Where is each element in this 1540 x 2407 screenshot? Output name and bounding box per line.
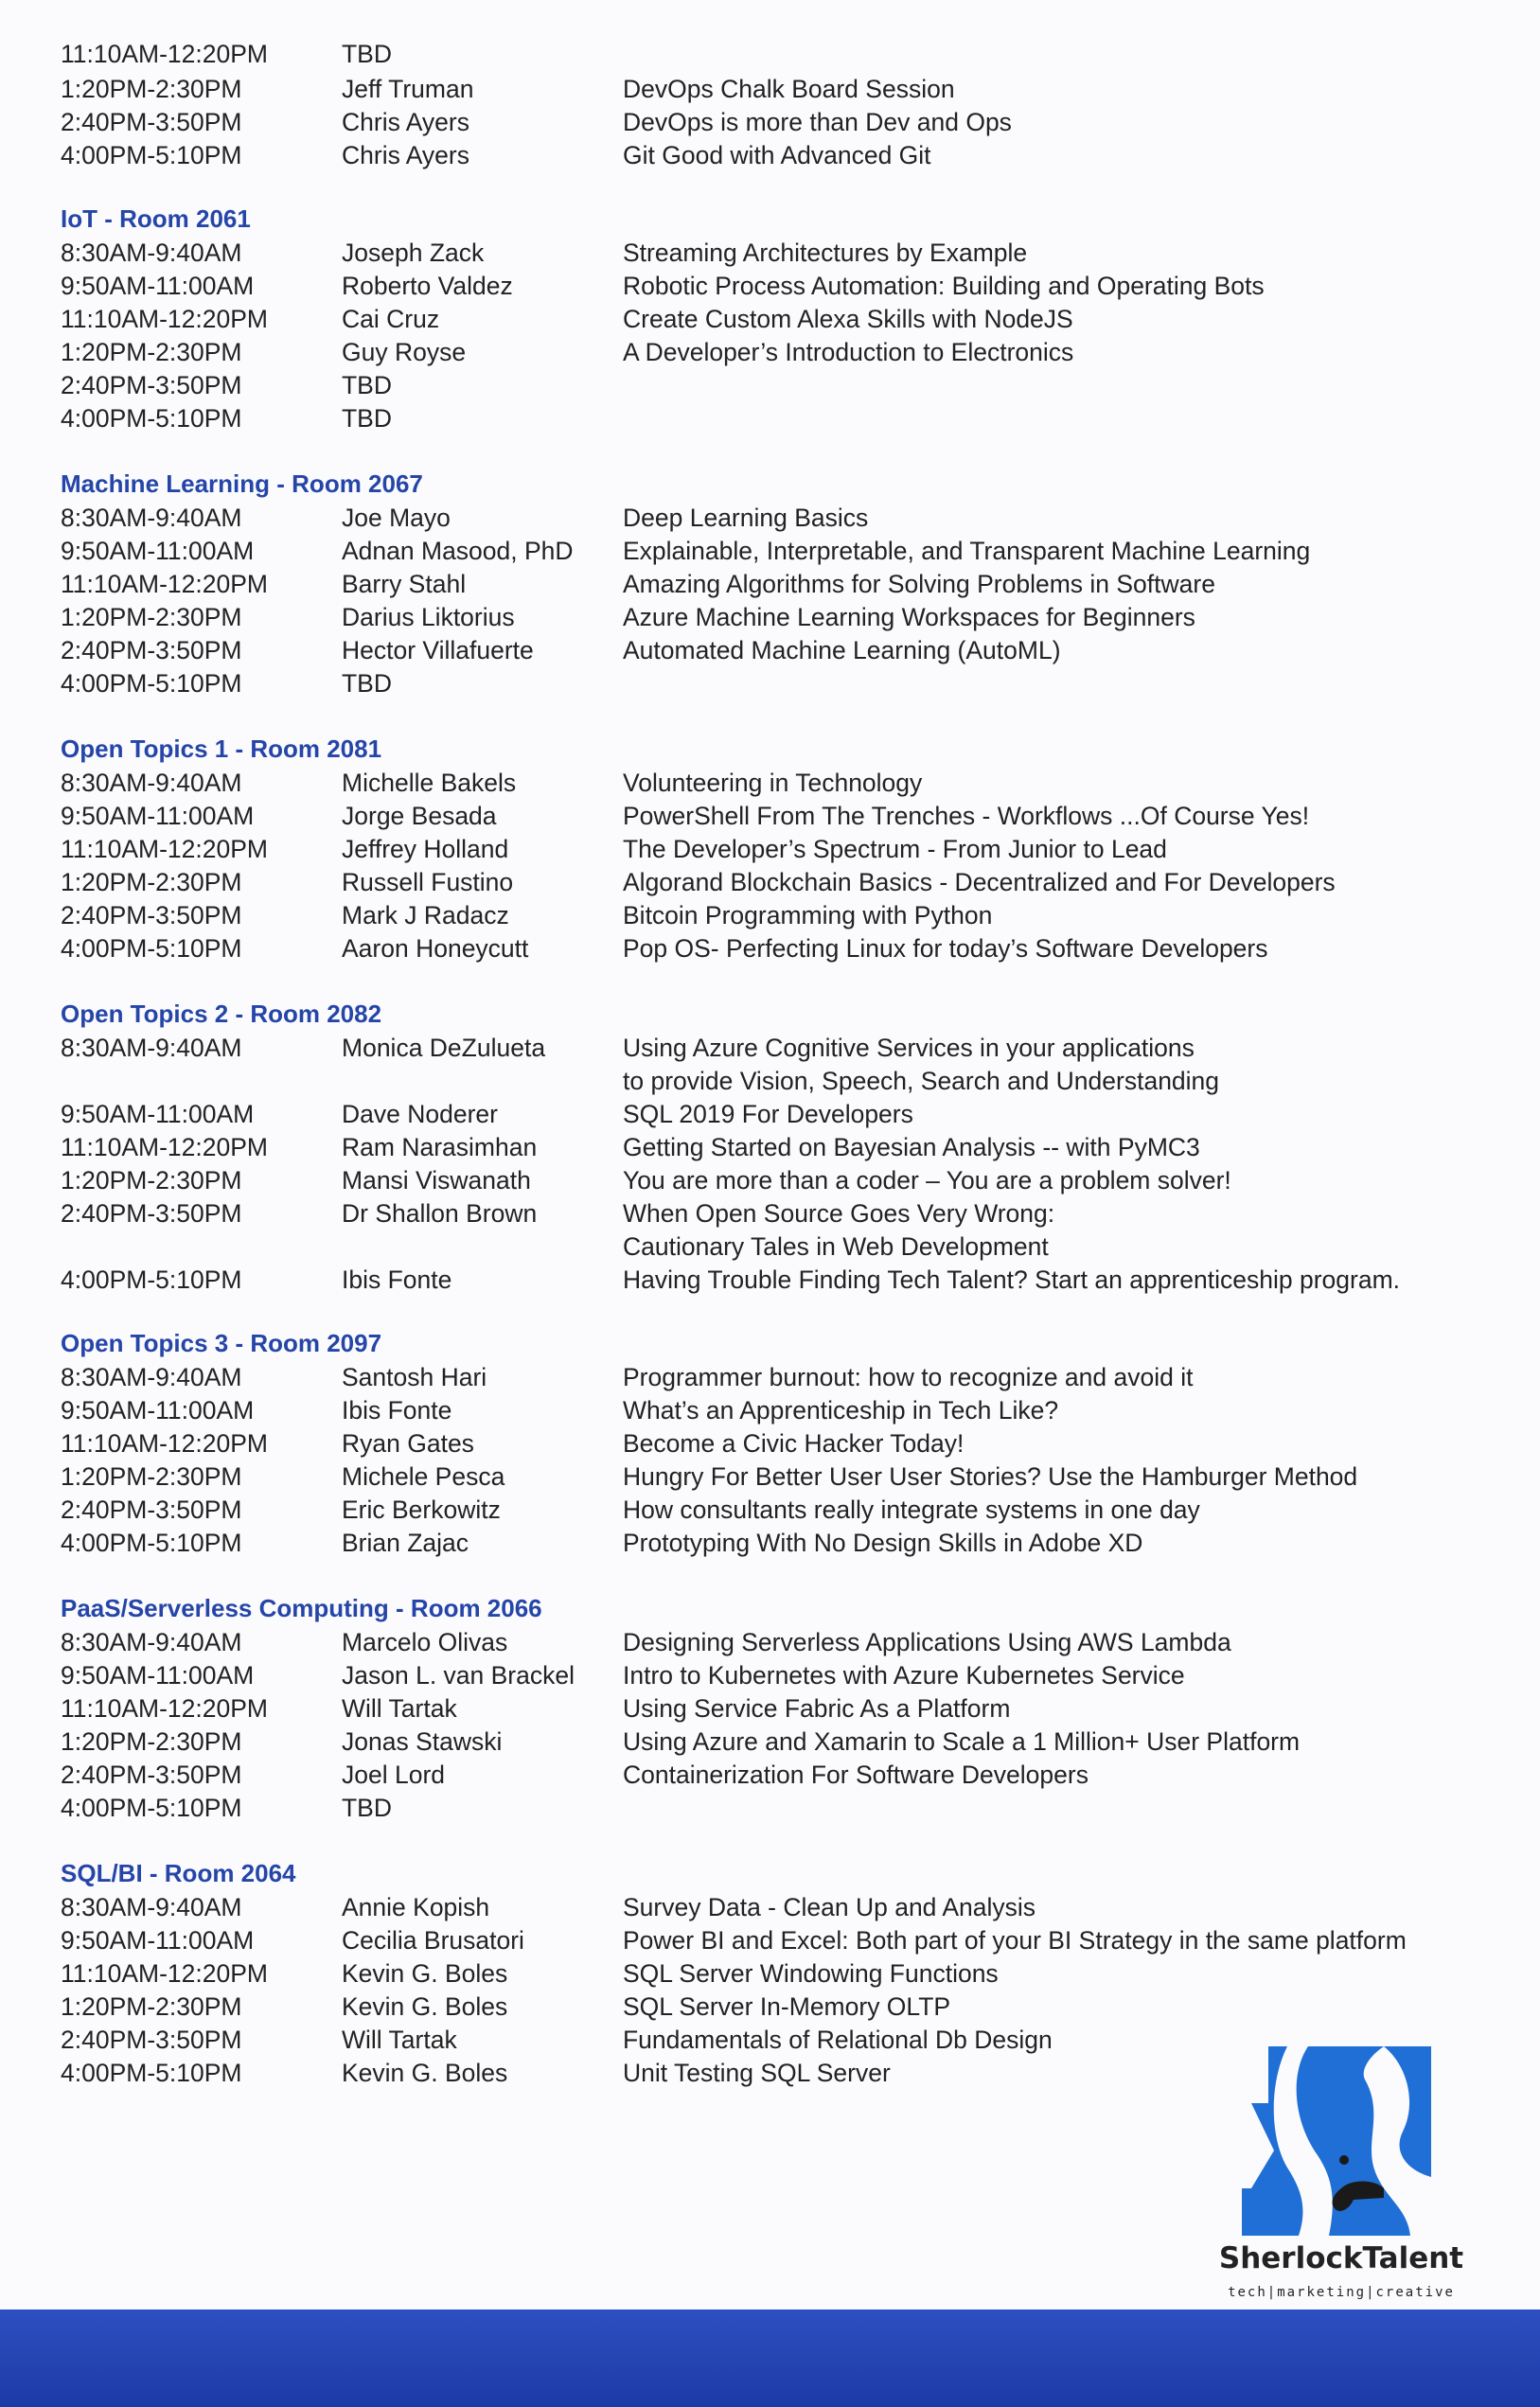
schedule-row [0, 303, 1540, 336]
speaker-name: Cai Cruz [342, 305, 440, 333]
speaker-name: Will Tartak [342, 1694, 457, 1723]
speaker-name: Ryan Gates [342, 1429, 474, 1458]
speaker-name: Hector Villafuerte [342, 636, 534, 664]
schedule-row [0, 1659, 1540, 1692]
track-heading [61, 1857, 296, 1890]
session-title: Automated Machine Learning (AutoML) [623, 636, 1061, 664]
schedule-row [0, 1361, 1540, 1394]
time-slot: 8:30AM-9:40AM [61, 1034, 242, 1062]
schedule-row [0, 1527, 1540, 1560]
speaker-name: Ibis Fonte [342, 1265, 452, 1294]
session-title: DevOps is more than Dev and Ops [623, 108, 1012, 136]
time-slot: 4:00PM-5:10PM [61, 669, 242, 698]
sherlock-talent-logo [1204, 2046, 1478, 2304]
time-slot: 4:00PM-5:10PM [61, 2059, 242, 2087]
time-slot: 9:50AM-11:00AM [61, 802, 255, 830]
speaker-name: Marcelo Olivas [342, 1628, 508, 1656]
speaker-name: Joseph Zack [342, 239, 485, 267]
schedule-row [0, 336, 1540, 369]
speaker-name: Joe Mayo [342, 504, 451, 532]
schedule-row [0, 237, 1540, 270]
schedule-row [0, 634, 1540, 667]
schedule-row [0, 1032, 1540, 1095]
session-title: Getting Started on Bayesian Analysis -- with PyMC3 [623, 1133, 1200, 1161]
speaker-name: Annie Kopish [342, 1893, 490, 1921]
schedule-row [0, 1792, 1540, 1825]
session-title: Containerization For Software Developers [623, 1761, 1089, 1789]
speaker-name: Barry Stahl [342, 570, 467, 598]
schedule-row [0, 601, 1540, 634]
time-slot: 1:20PM-2:30PM [61, 1462, 242, 1491]
time-slot: 1:20PM-2:30PM [61, 603, 242, 631]
track-heading [61, 203, 251, 236]
speaker-name: TBD [342, 371, 392, 399]
speaker-name: Kevin G. Boles [342, 2059, 508, 2087]
footer-color-bar [0, 2310, 1540, 2407]
schedule-row [0, 369, 1540, 402]
session-title: Fundamentals of Relational Db Design [623, 2026, 1053, 2054]
speaker-name: TBD [342, 1794, 392, 1822]
track-name: Open Topics 1 [61, 734, 229, 763]
schedule-row [0, 402, 1540, 435]
speaker-name: Adnan Masood, PhD [342, 537, 574, 565]
time-slot: 11:10AM-12:20PM [61, 1429, 268, 1458]
session-title: SQL 2019 For Developers [623, 1100, 913, 1128]
time-slot: 2:40PM-3:50PM [61, 371, 242, 399]
schedule-row [0, 535, 1540, 568]
speaker-name: Eric Berkowitz [342, 1496, 501, 1524]
session-title: Become a Civic Hacker Today! [623, 1429, 965, 1458]
speaker-name: Brian Zajac [342, 1529, 469, 1557]
time-slot: 8:30AM-9:40AM [61, 1893, 242, 1921]
schedule-row [0, 833, 1540, 866]
schedule-row [0, 800, 1540, 833]
schedule-row [0, 1924, 1540, 1957]
time-slot: 4:00PM-5:10PM [61, 404, 242, 433]
speaker-name: TBD [342, 669, 392, 698]
time-slot: 11:10AM-12:20PM [61, 40, 268, 68]
track-separator: - [142, 1859, 165, 1887]
time-slot: 2:40PM-3:50PM [61, 108, 242, 136]
time-slot: 4:00PM-5:10PM [61, 141, 242, 169]
schedule-row [0, 866, 1540, 899]
brand-tagline: tech|marketing|creative [1228, 2285, 1455, 2300]
speaker-name: Jason L. van Brackel [342, 1661, 575, 1690]
track-name: SQL/BI [61, 1859, 143, 1887]
speaker-name: Cecilia Brusatori [342, 1926, 524, 1955]
time-slot: 9:50AM-11:00AM [61, 1926, 255, 1955]
schedule-row [0, 932, 1540, 965]
speaker-name: Roberto Valdez [342, 272, 513, 300]
time-slot: 2:40PM-3:50PM [61, 2026, 242, 2054]
schedule-row [0, 1164, 1540, 1197]
session-title: You are more than a coder – You are a problem solver! [623, 1166, 1231, 1195]
time-slot: 11:10AM-12:20PM [61, 835, 268, 863]
time-slot: 1:20PM-2:30PM [61, 868, 242, 896]
speaker-name: Monica DeZulueta [342, 1034, 546, 1062]
session-title: SQL Server Windowing Functions [623, 1959, 999, 1988]
speaker-name: Michele Pesca [342, 1462, 505, 1491]
session-title: Deep Learning Basics [623, 504, 869, 532]
time-slot: 2:40PM-3:50PM [61, 1199, 242, 1228]
schedule-row [0, 667, 1540, 700]
speaker-name: Kevin G. Boles [342, 1959, 508, 1988]
time-slot: 8:30AM-9:40AM [61, 1363, 242, 1391]
time-slot: 9:50AM-11:00AM [61, 1100, 255, 1128]
room-name: Room 2067 [292, 469, 423, 498]
time-slot: 4:00PM-5:10PM [61, 934, 242, 963]
time-slot: 11:10AM-12:20PM [61, 305, 268, 333]
time-slot: 11:10AM-12:20PM [61, 1694, 268, 1723]
track-heading [61, 733, 381, 766]
track-heading [61, 1327, 381, 1360]
session-title: Explainable, Interpretable, and Transparent Machine Learning [623, 537, 1311, 565]
speaker-name: Darius Liktorius [342, 603, 515, 631]
schedule-row [0, 1991, 1540, 2024]
brand-name: SherlockTalent [1218, 2241, 1464, 2275]
session-title: Having Trouble Finding Tech Talent? Start an apprenticeship program. [623, 1265, 1401, 1294]
time-slot: 1:20PM-2:30PM [61, 75, 242, 103]
track-separator: - [388, 1594, 411, 1622]
session-title: SQL Server In-Memory OLTP [623, 1992, 951, 2021]
session-title: Programmer burnout: how to recognize and avoid it [623, 1363, 1194, 1391]
speaker-name: Chris Ayers [342, 108, 469, 136]
session-title: Algorand Blockchain Basics - Decentralized and For Developers [623, 868, 1336, 896]
speaker-name: Jeff Truman [342, 75, 474, 103]
time-slot: 2:40PM-3:50PM [61, 901, 242, 929]
time-slot: 1:20PM-2:30PM [61, 1166, 242, 1195]
schedule-row [0, 1394, 1540, 1427]
track-heading [61, 1592, 542, 1625]
schedule-row [0, 38, 1540, 71]
track-heading [61, 468, 423, 501]
session-title: Amazing Algorithms for Solving Problems in Software [623, 570, 1215, 598]
speaker-name: Jonas Stawski [342, 1727, 503, 1756]
speaker-name: Mark J Radacz [342, 901, 509, 929]
schedule-row [0, 899, 1540, 932]
schedule-row [0, 767, 1540, 800]
session-title: DevOps Chalk Board Session [623, 75, 955, 103]
time-slot: 2:40PM-3:50PM [61, 1496, 242, 1524]
speaker-name: Mansi Viswanath [342, 1166, 531, 1195]
track-separator: - [228, 1000, 251, 1028]
schedule-row [0, 270, 1540, 303]
session-title: A Developer’s Introduction to Electronics [623, 338, 1074, 366]
session-title: Streaming Architectures by Example [623, 239, 1028, 267]
schedule-row [0, 1131, 1540, 1164]
room-name: Room 2082 [250, 1000, 382, 1028]
track-name: Open Topics 2 [61, 1000, 229, 1028]
time-slot: 9:50AM-11:00AM [61, 1396, 255, 1425]
session-title-continued: Cautionary Tales in Web Development [623, 1232, 1049, 1261]
schedule-row [0, 1494, 1540, 1527]
schedule-row [0, 1891, 1540, 1924]
time-slot: 1:20PM-2:30PM [61, 1992, 242, 2021]
room-name: Room 2064 [164, 1859, 296, 1887]
time-slot: 8:30AM-9:40AM [61, 1628, 242, 1656]
session-title: PowerShell From The Trenches - Workflows ...Of Course Yes! [623, 802, 1310, 830]
session-title: Create Custom Alexa Skills with NodeJS [623, 305, 1073, 333]
room-name: Room 2066 [410, 1594, 542, 1622]
session-title: Unit Testing SQL Server [623, 2059, 891, 2087]
track-heading [61, 998, 381, 1031]
session-title: Bitcoin Programming with Python [623, 901, 993, 929]
time-slot: 9:50AM-11:00AM [61, 537, 255, 565]
schedule-row [0, 1726, 1540, 1759]
session-title: How consultants really integrate systems in one day [623, 1496, 1200, 1524]
session-title: The Developer’s Spectrum - From Junior to Lead [623, 835, 1167, 863]
time-slot: 2:40PM-3:50PM [61, 1761, 242, 1789]
speaker-name: Joel Lord [342, 1761, 446, 1789]
speaker-name: Dr Shallon Brown [342, 1199, 538, 1228]
speaker-name: Russell Fustino [342, 868, 514, 896]
session-title: Hungry For Better User User Stories? Use the Hamburger Method [623, 1462, 1358, 1491]
time-slot: 4:00PM-5:10PM [61, 1265, 242, 1294]
track-separator: - [97, 204, 120, 233]
schedule-row [0, 568, 1540, 601]
session-title: Using Azure Cognitive Services in your applications [623, 1034, 1195, 1062]
speaker-name: TBD [342, 404, 392, 433]
detective-silhouette-icon [1242, 2046, 1431, 2236]
track-name: PaaS/Serverless Computing [61, 1594, 389, 1622]
speaker-name: Kevin G. Boles [342, 1992, 508, 2021]
schedule-row [0, 1098, 1540, 1131]
time-slot: 11:10AM-12:20PM [61, 1959, 268, 1988]
speaker-name: Dave Noderer [342, 1100, 498, 1128]
speaker-name: Ibis Fonte [342, 1396, 452, 1425]
track-name: Open Topics 3 [61, 1329, 229, 1357]
session-title: Prototyping With No Design Skills in Adobe XD [623, 1529, 1143, 1557]
session-title: Volunteering in Technology [623, 769, 923, 797]
speaker-name: Jeffrey Holland [342, 835, 509, 863]
time-slot: 9:50AM-11:00AM [61, 272, 255, 300]
schedule-row [0, 73, 1540, 106]
room-name: Room 2081 [250, 734, 382, 763]
schedule-row [0, 139, 1540, 172]
session-title: Using Service Fabric As a Platform [623, 1694, 1011, 1723]
room-name: Room 2097 [250, 1329, 382, 1357]
session-title: Designing Serverless Applications Using AWS Lambda [623, 1628, 1231, 1656]
speaker-name: Aaron Honeycutt [342, 934, 529, 963]
speaker-name: Ram Narasimhan [342, 1133, 538, 1161]
time-slot: 8:30AM-9:40AM [61, 769, 242, 797]
speaker-name: Guy Royse [342, 338, 467, 366]
schedule-row [0, 1460, 1540, 1494]
session-title: Intro to Kubernetes with Azure Kubernetes Service [623, 1661, 1185, 1690]
time-slot: 1:20PM-2:30PM [61, 1727, 242, 1756]
session-title: Using Azure and Xamarin to Scale a 1 Million+ User Platform [623, 1727, 1301, 1756]
room-name: Room 2061 [119, 204, 251, 233]
track-separator: - [270, 469, 292, 498]
time-slot: 4:00PM-5:10PM [61, 1794, 242, 1822]
schedule-row [0, 1759, 1540, 1792]
time-slot: 4:00PM-5:10PM [61, 1529, 242, 1557]
schedule-row [0, 106, 1540, 139]
time-slot: 11:10AM-12:20PM [61, 1133, 268, 1161]
time-slot: 8:30AM-9:40AM [61, 239, 242, 267]
speaker-name: Will Tartak [342, 2026, 457, 2054]
track-name: Machine Learning [61, 469, 271, 498]
speaker-name: Jorge Besada [342, 802, 497, 830]
session-title: Azure Machine Learning Workspaces for Beginners [623, 603, 1195, 631]
schedule-row [0, 1692, 1540, 1726]
session-title-continued: to provide Vision, Speech, Search and Understanding [623, 1067, 1220, 1095]
schedule-row [0, 502, 1540, 535]
session-title: Robotic Process Automation: Building and Operating Bots [623, 272, 1265, 300]
time-slot: 2:40PM-3:50PM [61, 636, 242, 664]
session-title: Power BI and Excel: Both part of your BI Strategy in the same platform [623, 1926, 1407, 1955]
speaker-name: Santosh Hari [342, 1363, 487, 1391]
session-title: Pop OS- Perfecting Linux for today’s Software Developers [623, 934, 1268, 963]
track-separator: - [228, 734, 251, 763]
time-slot: 8:30AM-9:40AM [61, 504, 242, 532]
time-slot: 11:10AM-12:20PM [61, 570, 268, 598]
schedule-row [0, 1427, 1540, 1460]
schedule-row [0, 1957, 1540, 1991]
schedule-row [0, 1264, 1540, 1297]
track-name: IoT [61, 204, 97, 233]
time-slot: 9:50AM-11:00AM [61, 1661, 255, 1690]
time-slot: 1:20PM-2:30PM [61, 338, 242, 366]
session-title: When Open Source Goes Very Wrong: [623, 1199, 1055, 1228]
speaker-name: TBD [342, 40, 392, 68]
session-title: Git Good with Advanced Git [623, 141, 931, 169]
speaker-name: Chris Ayers [342, 141, 469, 169]
schedule-row [0, 1626, 1540, 1659]
track-separator: - [228, 1329, 251, 1357]
session-title: Survey Data - Clean Up and Analysis [623, 1893, 1036, 1921]
session-title: What’s an Apprenticeship in Tech Like? [623, 1396, 1059, 1425]
schedule-row [0, 1197, 1540, 1261]
speaker-name: Michelle Bakels [342, 769, 517, 797]
